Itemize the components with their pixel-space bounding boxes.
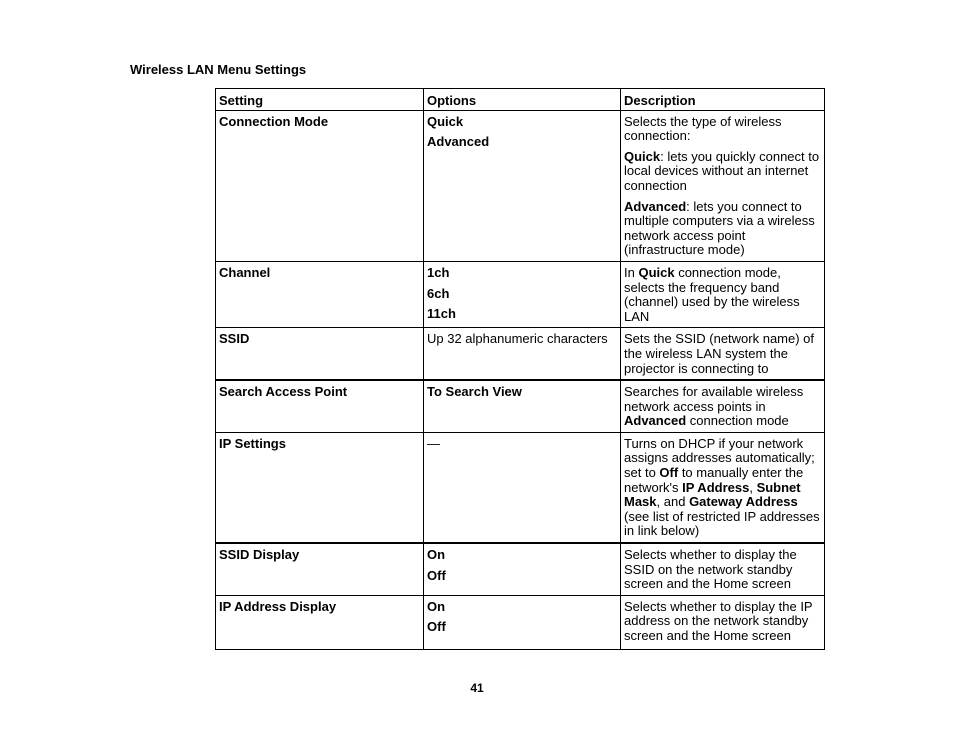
option-value: Off: [427, 567, 446, 583]
description-term: Quick: [624, 148, 661, 164]
table-row: [216, 380, 825, 432]
option-value: —: [427, 435, 440, 451]
section-title: Wireless LAN Menu Settings: [130, 62, 307, 77]
option-value: 1ch: [427, 264, 450, 280]
page-number: 41: [470, 681, 484, 695]
option-value: Off: [427, 619, 446, 635]
description-text: Turns on DHCP if your network assigns addresses automatically; set to: [624, 435, 815, 481]
description-cell: [621, 261, 825, 327]
table-row: [216, 432, 825, 543]
table-row: [216, 543, 825, 595]
options-cell: [424, 380, 621, 432]
description-cell: Sets the SSID (network name) of the wireless LAN system the projector is connecting to: [621, 328, 825, 380]
description-cell: [621, 380, 825, 432]
description-cell: [621, 110, 825, 261]
description-term: Subnet Mask: [624, 479, 801, 510]
description-text: : lets you quickly connect to local devices without an internet connection: [624, 148, 820, 193]
description-text: ,: [749, 479, 757, 495]
options-cell: [424, 432, 621, 543]
description-cell: [621, 432, 825, 543]
setting-name: Channel: [216, 261, 424, 327]
table-row: [216, 595, 825, 649]
description-text: In: [624, 264, 639, 280]
column-header-setting: Setting: [216, 89, 424, 111]
setting-name: Connection Mode: [216, 110, 424, 261]
description-term: IP Address: [682, 479, 750, 495]
description-term: Quick: [638, 264, 675, 280]
description-text: (see list of restricted IP addresses in link below): [624, 508, 820, 539]
option-value: 11ch: [427, 306, 456, 322]
wireless-lan-settings-table: [215, 88, 825, 650]
description-text: , and: [656, 494, 690, 510]
options-cell: [424, 261, 621, 327]
description-cell: Selects whether to display the IP address on the network standby screen and the Home screen: [621, 595, 825, 649]
option-value: Advanced: [427, 134, 490, 150]
options-cell: [424, 595, 621, 649]
option-value: On: [427, 547, 446, 563]
description-paragraph: [624, 200, 821, 258]
setting-name: IP Settings: [216, 432, 424, 543]
description-text: to manually enter the network's: [624, 465, 804, 495]
options-cell: [424, 543, 621, 595]
options-cell: [424, 110, 621, 261]
description-paragraph: [624, 150, 821, 194]
options-cell: [424, 328, 621, 380]
description-cell: Selects whether to display the SSID on the network standby screen and the Home screen: [621, 543, 825, 595]
table-row: [216, 261, 825, 327]
option-value: On: [427, 598, 446, 614]
setting-name: IP Address Display: [216, 595, 424, 649]
table-row: [216, 110, 825, 261]
description-term: Gateway Address: [689, 494, 798, 510]
description-text: Searches for available wireless network access points in: [624, 384, 804, 414]
description-text: connection mode, selects the frequency band (channel) used by the wireless LAN: [624, 264, 800, 324]
setting-name: SSID: [216, 328, 424, 380]
description-text: : lets you connect to multiple computers via a wireless network access point (infrastructure mode): [624, 198, 815, 258]
option-value: Quick: [427, 113, 464, 129]
table-row: [216, 328, 825, 380]
description-term: Off: [659, 465, 679, 481]
column-header-options: Options: [424, 89, 621, 111]
column-header-description: Description: [621, 89, 825, 111]
description-text: Selects the type of wireless connection:: [624, 113, 782, 144]
setting-name: Search Access Point: [216, 380, 424, 432]
option-value: To Search View: [427, 384, 522, 400]
table-header-row: [216, 89, 825, 111]
option-value: Up 32 alphanumeric characters: [427, 331, 608, 347]
description-term: Advanced: [624, 198, 687, 214]
description-term: Advanced: [624, 413, 687, 429]
option-value: 6ch: [427, 285, 450, 301]
description-text: connection mode: [686, 413, 789, 429]
setting-name: SSID Display: [216, 543, 424, 595]
